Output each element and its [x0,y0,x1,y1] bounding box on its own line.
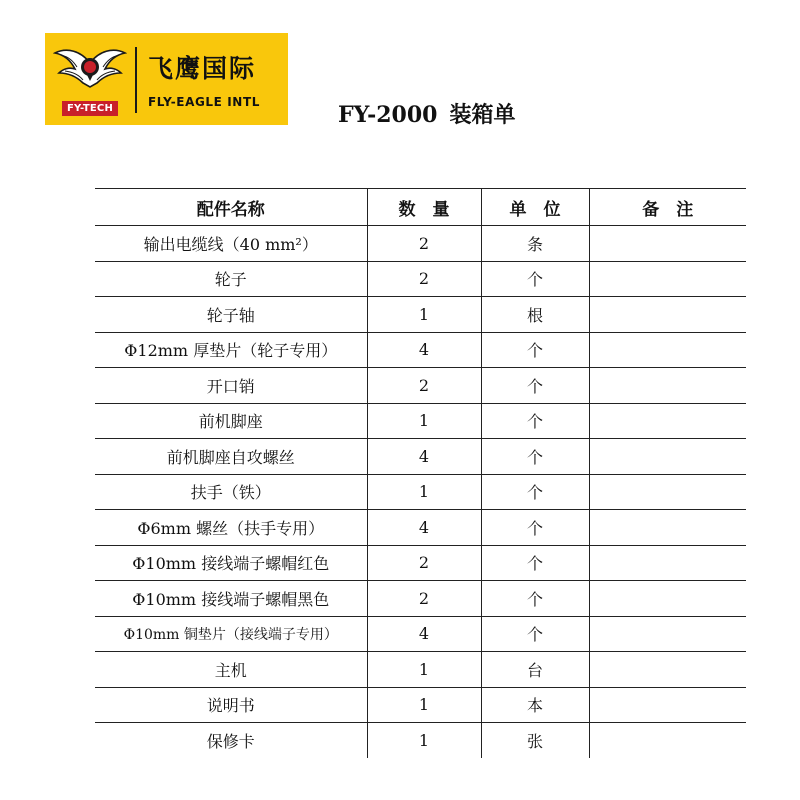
cell-unit: 个 [481,439,589,475]
logo-name-en: FLY-EAGLE INTL [148,95,260,109]
cell-note [589,545,746,581]
cell-name: Φ6mm 螺丝（扶手专用） [95,510,367,546]
cell-qty: 2 [367,581,481,617]
cell-name: 主机 [95,652,367,688]
eagle-emblem-icon [53,43,127,95]
cell-unit: 个 [481,332,589,368]
table-row [95,403,746,439]
table-row [95,545,746,581]
cell-note [589,652,746,688]
table-row [95,723,746,758]
cell-qty: 2 [367,545,481,581]
cell-note [589,723,746,758]
cell-unit: 个 [481,474,589,510]
table-row [95,474,746,510]
cell-unit: 个 [481,510,589,546]
cell-name: 说明书 [95,687,367,723]
table-row [95,261,746,297]
cell-note [589,297,746,333]
cell-unit: 个 [481,581,589,617]
cell-qty: 1 [367,474,481,510]
cell-qty: 1 [367,652,481,688]
cell-qty: 1 [367,723,481,758]
cell-name: 轮子轴 [95,297,367,333]
cell-qty: 2 [367,261,481,297]
cell-note [589,261,746,297]
cell-note [589,439,746,475]
table-row [95,581,746,617]
cell-qty: 2 [367,226,481,262]
table-row [95,510,746,546]
cell-unit: 个 [481,403,589,439]
cell-unit: 台 [481,652,589,688]
table-row [95,226,746,262]
cell-note [589,368,746,404]
packing-list-table [95,188,746,758]
cell-qty: 1 [367,687,481,723]
cell-unit: 个 [481,545,589,581]
logo-text [137,33,260,125]
cell-name: 轮子 [95,261,367,297]
table-row [95,439,746,475]
cell-qty: 1 [367,403,481,439]
cell-qty: 4 [367,439,481,475]
table-row [95,616,746,652]
table-row [95,687,746,723]
cell-qty: 2 [367,368,481,404]
cell-name: Φ12mm 厚垫片（轮子专用） [95,332,367,368]
table-header-row [95,189,746,226]
document-model: FY-2000 [338,102,438,128]
cell-qty: 1 [367,297,481,333]
table-row [95,297,746,333]
cell-unit: 个 [481,368,589,404]
table-row [95,652,746,688]
header-name: 配件名称 [95,189,367,226]
cell-unit: 本 [481,687,589,723]
cell-name: 前机脚座 [95,403,367,439]
cell-unit: 条 [481,226,589,262]
cell-note [589,226,746,262]
cell-name: 开口销 [95,368,367,404]
table-row [95,368,746,404]
cell-note [589,510,746,546]
cell-note [589,474,746,510]
cell-name: 保修卡 [95,723,367,758]
company-logo [45,33,288,125]
cell-name: 输出电缆线（40 mm²） [95,226,367,262]
cell-unit: 张 [481,723,589,758]
cell-unit: 个 [481,261,589,297]
logo-badge: FY-TECH [62,101,118,116]
cell-note [589,403,746,439]
cell-note [589,616,746,652]
logo-name-cn: 飞鹰国际 [148,54,257,83]
cell-qty: 4 [367,616,481,652]
document-title-text: 装箱单 [449,103,516,128]
cell-unit: 个 [481,616,589,652]
cell-name: Φ10mm 接线端子螺帽黑色 [95,581,367,617]
cell-name: 扶手（铁） [95,474,367,510]
cell-note [589,332,746,368]
header-unit: 单 位 [481,189,589,226]
cell-note [589,687,746,723]
logo-emblem [45,33,135,125]
header-qty: 数 量 [367,189,481,226]
cell-note [589,581,746,617]
header-note: 备 注 [589,189,746,226]
cell-name: Φ10mm 铜垫片（接线端子专用） [95,616,367,652]
cell-qty: 4 [367,510,481,546]
cell-name: Φ10mm 接线端子螺帽红色 [95,545,367,581]
table-row [95,332,746,368]
cell-name: 前机脚座自攻螺丝 [95,439,367,475]
cell-unit: 根 [481,297,589,333]
document-title [338,98,516,129]
cell-qty: 4 [367,332,481,368]
